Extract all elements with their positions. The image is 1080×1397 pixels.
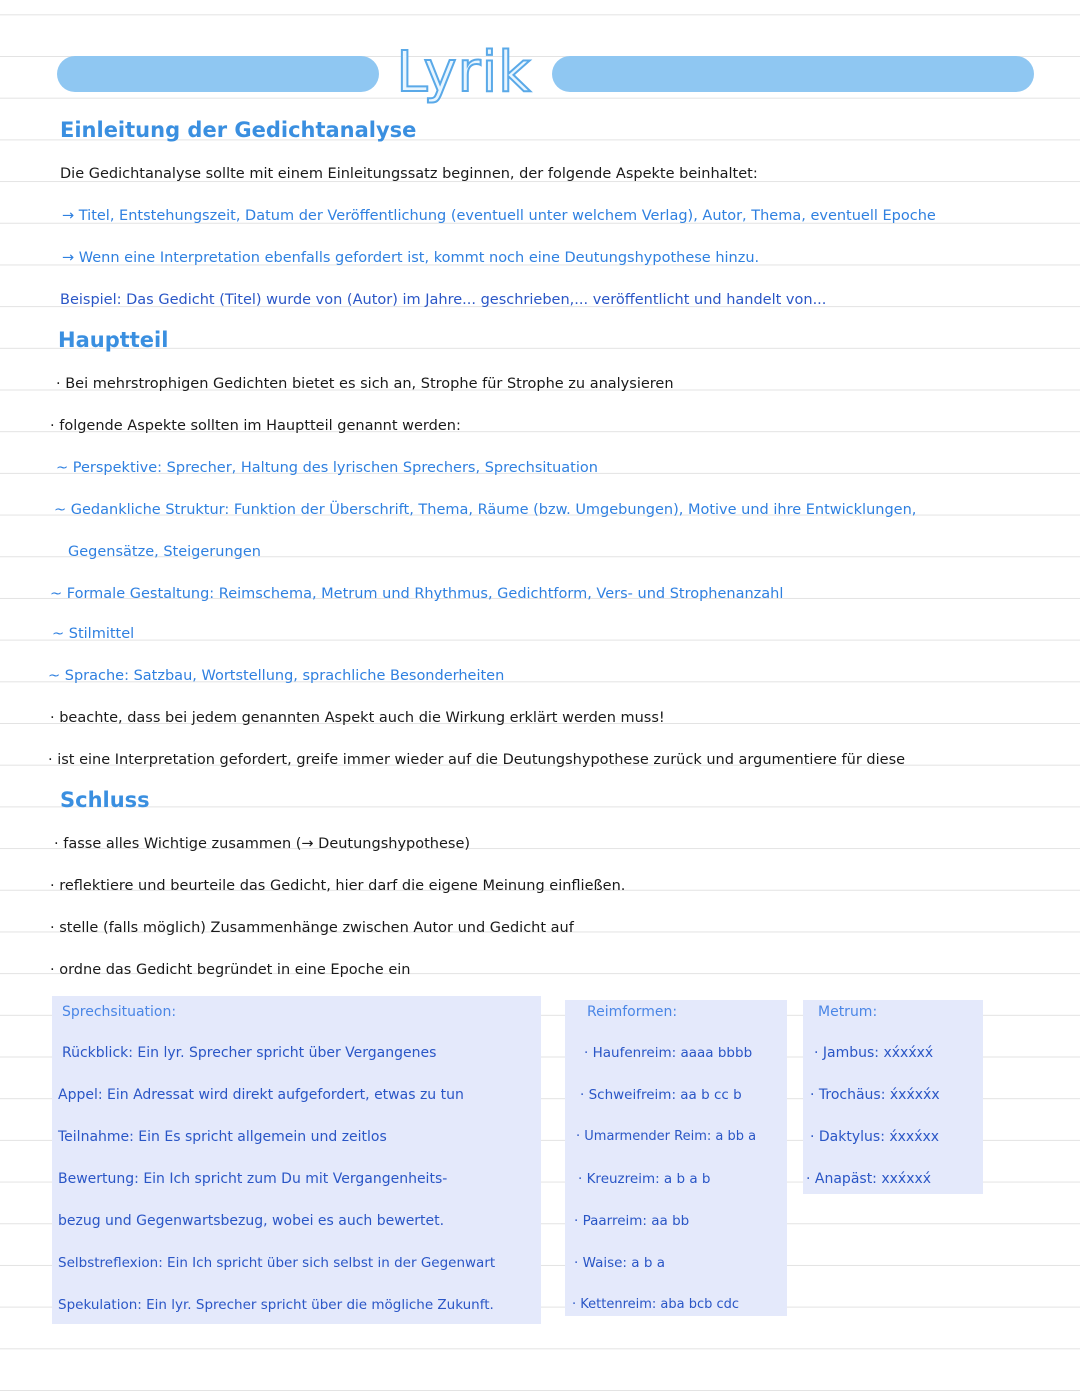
reimformen-item: · Waise: a b a <box>574 1255 665 1271</box>
sprechsituation-item: Appel: Ein Adressat wird direkt aufgefordert, etwas zu tun <box>58 1087 464 1103</box>
sprechsituation-item: Rückblick: Ein lyr. Sprecher spricht über Vergangenes <box>62 1045 437 1061</box>
reimformen-item: · Paarreim: aa bb <box>574 1213 690 1229</box>
schluss-line-2: · reflektiere und beurteile das Gedicht, hier darf die eigene Meinung einfließen. <box>50 878 626 894</box>
metrum-item: · Jambus: xx́xx́xx́ <box>814 1045 934 1061</box>
page-title: Lyrik <box>396 40 532 105</box>
hauptteil-formal: ~ Formale Gestaltung: Reimschema, Metrum und Rhythmus, Gedichtform, Vers- und Strophenanzahl <box>50 586 784 602</box>
title-bar-left <box>57 56 379 92</box>
reimformen-item: · Schweifreim: aa b cc b <box>580 1087 742 1103</box>
reimformen-heading: Reimformen: <box>587 1004 678 1020</box>
sprechsituation-item: Teilnahme: Ein Es spricht allgemein und zeitlos <box>58 1129 387 1145</box>
hauptteil-stilmittel: ~ Stilmittel <box>52 626 135 642</box>
hauptteil-line-1: · Bei mehrstrophigen Gedichten bietet es sich an, Strophe für Strophe zu analysieren <box>56 376 674 392</box>
reimformen-item: · Kreuzreim: a b a b <box>578 1171 711 1187</box>
einleitung-point-1: → Titel, Entstehungszeit, Datum der Veröffentlichung (eventuell unter welchem Verlag), Autor, Thema, eventuell Epoche <box>62 208 936 224</box>
sprechsituation-item: bezug und Gegenwartsbezug, wobei es auch bewertet. <box>58 1213 445 1229</box>
schluss-line-4: · ordne das Gedicht begründet in eine Epoche ein <box>50 962 411 978</box>
hauptteil-struktur-2: Gegensätze, Steigerungen <box>68 544 261 560</box>
sprechsituation-heading: Sprechsituation: <box>62 1004 177 1020</box>
reimformen-item: · Haufenreim: aaaa bbbb <box>584 1045 753 1061</box>
sprechsituation-item: Selbstreflexion: Ein Ich spricht über sich selbst in der Gegenwart <box>58 1255 496 1271</box>
schluss-line-3: · stelle (falls möglich) Zusammenhänge zwischen Autor und Gedicht auf <box>50 920 574 936</box>
metrum-item: · Anapäst: xxx́xxx́ <box>806 1171 932 1187</box>
schluss-line-1: · fasse alles Wichtige zusammen (→ Deutungshypothese) <box>54 836 471 852</box>
sprechsituation-item: Spekulation: Ein lyr. Sprecher spricht über die mögliche Zukunft. <box>58 1297 494 1313</box>
heading-hauptteil: Hauptteil <box>58 328 169 352</box>
einleitung-intro: Die Gedichtanalyse sollte mit einem Einleitungssatz beginnen, der folgende Aspekte beinhaltet: <box>60 166 758 182</box>
title-bar-right <box>552 56 1034 92</box>
hauptteil-line-2: · folgende Aspekte sollten im Hauptteil genannt werden: <box>50 418 461 434</box>
einleitung-point-2: → Wenn eine Interpretation ebenfalls gefordert ist, kommt noch eine Deutungshypothese hinzu. <box>62 250 760 266</box>
hauptteil-interpretation: · ist eine Interpretation gefordert, greife immer wieder auf die Deutungshypothese zurück und argumentiere für diese <box>48 752 906 768</box>
hauptteil-beachte: · beachte, dass bei jedem genannten Aspekt auch die Wirkung erklärt werden muss! <box>50 710 665 726</box>
reimformen-item: · Kettenreim: aba bcb cdc <box>572 1297 740 1312</box>
hauptteil-sprache: ~ Sprache: Satzbau, Wortstellung, sprachliche Besonderheiten <box>48 668 505 684</box>
reimformen-item: · Umarmender Reim: a bb a <box>576 1129 757 1144</box>
metrum-item: · Trochäus: x́xx́xx́x <box>810 1087 940 1103</box>
metrum-heading: Metrum: <box>818 1004 878 1020</box>
sprechsituation-item: Bewertung: Ein Ich spricht zum Du mit Vergangenheits- <box>58 1171 448 1187</box>
heading-schluss: Schluss <box>60 788 150 812</box>
metrum-item: · Daktylus: x́xxx́xx <box>810 1129 940 1145</box>
hauptteil-perspektive: ~ Perspektive: Sprecher, Haltung des lyrischen Sprechers, Sprechsituation <box>56 460 598 476</box>
einleitung-beispiel: Beispiel: Das Gedicht (Titel) wurde von (Autor) im Jahre... geschrieben,... veröffentlicht und handelt von... <box>60 292 827 308</box>
hauptteil-struktur-1: ~ Gedankliche Struktur: Funktion der Überschrift, Thema, Räume (bzw. Umgebungen), Motive und ihre Entwicklungen, <box>54 502 917 518</box>
heading-einleitung: Einleitung der Gedichtanalyse <box>60 118 417 142</box>
